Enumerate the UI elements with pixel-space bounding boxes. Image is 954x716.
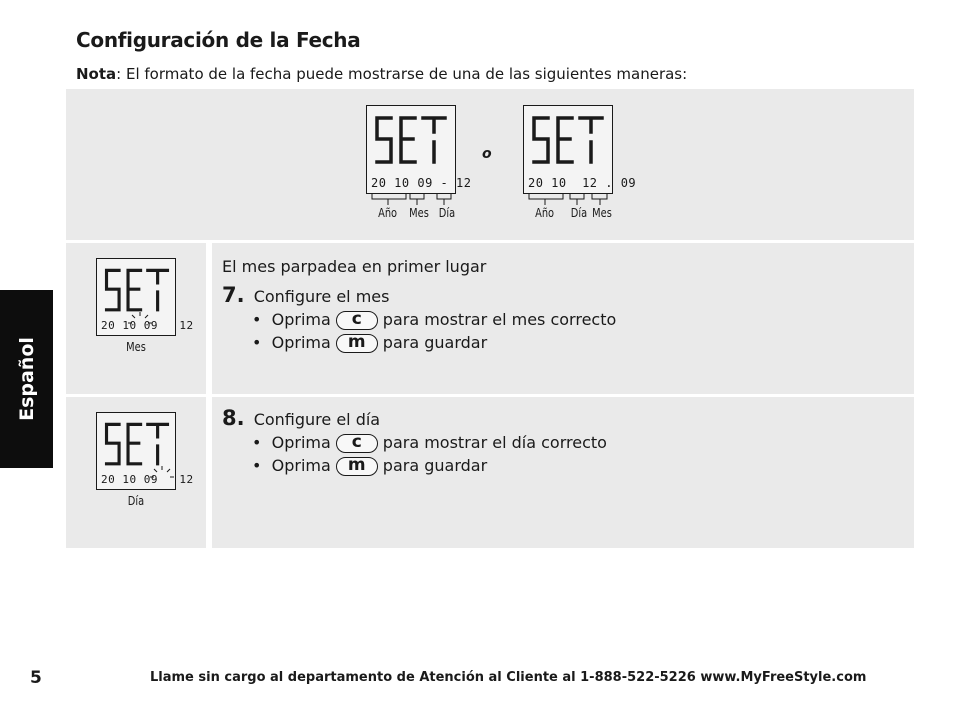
m-key-icon: m — [336, 457, 378, 476]
lcd-date-step-8: 20 10 09 12 — [101, 473, 194, 486]
note-label: Nota — [76, 65, 117, 83]
label-dia-2: Día — [570, 206, 588, 220]
bullet-dot: • — [252, 310, 262, 329]
bullet-dot: • — [252, 456, 262, 475]
bullet-pre: Oprima — [271, 333, 331, 352]
lcd-caption-step-8: Día — [127, 494, 145, 508]
lcd-set-icon — [371, 112, 451, 170]
lcd-display-step-8 — [96, 412, 194, 490]
page-title: Configuración de la Fecha — [76, 28, 361, 52]
step-8-bullet-1 — [252, 433, 607, 453]
lcd-display-step-7 — [96, 258, 194, 336]
bullet-dot: • — [252, 433, 262, 452]
bullet-post: para mostrar el mes correcto — [382, 310, 617, 329]
bullet-post: para guardar — [382, 456, 488, 475]
bullet-dot: • — [252, 333, 262, 352]
step-7-number: 7. — [222, 283, 245, 307]
bullet-post: para guardar — [382, 333, 488, 352]
c-key-icon: c — [336, 434, 378, 453]
step-8-heading-row — [222, 406, 380, 430]
lcd-display-format-2 — [523, 105, 637, 194]
step-7-bullet-2 — [252, 333, 487, 353]
label-ano-2: Año — [535, 206, 555, 220]
side-tab-label: Español — [15, 337, 38, 421]
step-7-intro: El mes parpadea en primer lugar — [222, 257, 487, 276]
bullet-pre: Oprima — [271, 310, 331, 329]
lcd-date-format-1: 20 10 09 - 12 — [371, 176, 472, 190]
footer-text: Llame sin cargo al departamento de Atención al Cliente al 1-888-522-5226 www.MyFreeStyle.com — [150, 670, 867, 685]
step-7-heading-row — [222, 283, 389, 307]
label-mes-2: Mes — [592, 206, 612, 220]
bullet-post: para mostrar el día correcto — [382, 433, 607, 452]
language-side-tab — [0, 290, 53, 468]
step-8-heading: Configure el día — [253, 410, 381, 429]
step-7-bullet-1 — [252, 310, 616, 330]
lcd-caption-step-7: Mes — [126, 340, 146, 354]
label-ano-1: Año — [378, 206, 398, 220]
label-dia-1: Día — [438, 206, 456, 220]
step-8-number: 8. — [222, 406, 245, 430]
blink-rays-icon — [149, 465, 175, 487]
note-line — [76, 65, 687, 83]
blink-rays-icon — [127, 311, 153, 333]
c-key-icon: c — [336, 311, 378, 330]
lcd-display-format-1 — [366, 105, 472, 194]
page-number: 5 — [30, 668, 42, 688]
lcd-set-icon — [101, 265, 173, 317]
lcd-date-format-2: 20 10 12 . 09 — [528, 176, 637, 190]
lcd-set-icon — [101, 419, 173, 471]
format-separator: o — [482, 146, 492, 162]
step-8-bullet-2 — [252, 456, 487, 476]
m-key-icon: m — [336, 334, 378, 353]
note-text: : El formato de la fecha puede mostrarse de una de las siguientes maneras: — [116, 65, 688, 83]
lcd-date-step-7: 20 10 09 12 — [101, 319, 194, 332]
bullet-pre: Oprima — [271, 433, 331, 452]
lcd-set-icon — [528, 112, 608, 170]
date-formats-panel — [66, 89, 914, 240]
bullet-pre: Oprima — [271, 456, 331, 475]
label-mes-1: Mes — [409, 206, 429, 220]
step-7-heading: Configure el mes — [253, 287, 390, 306]
